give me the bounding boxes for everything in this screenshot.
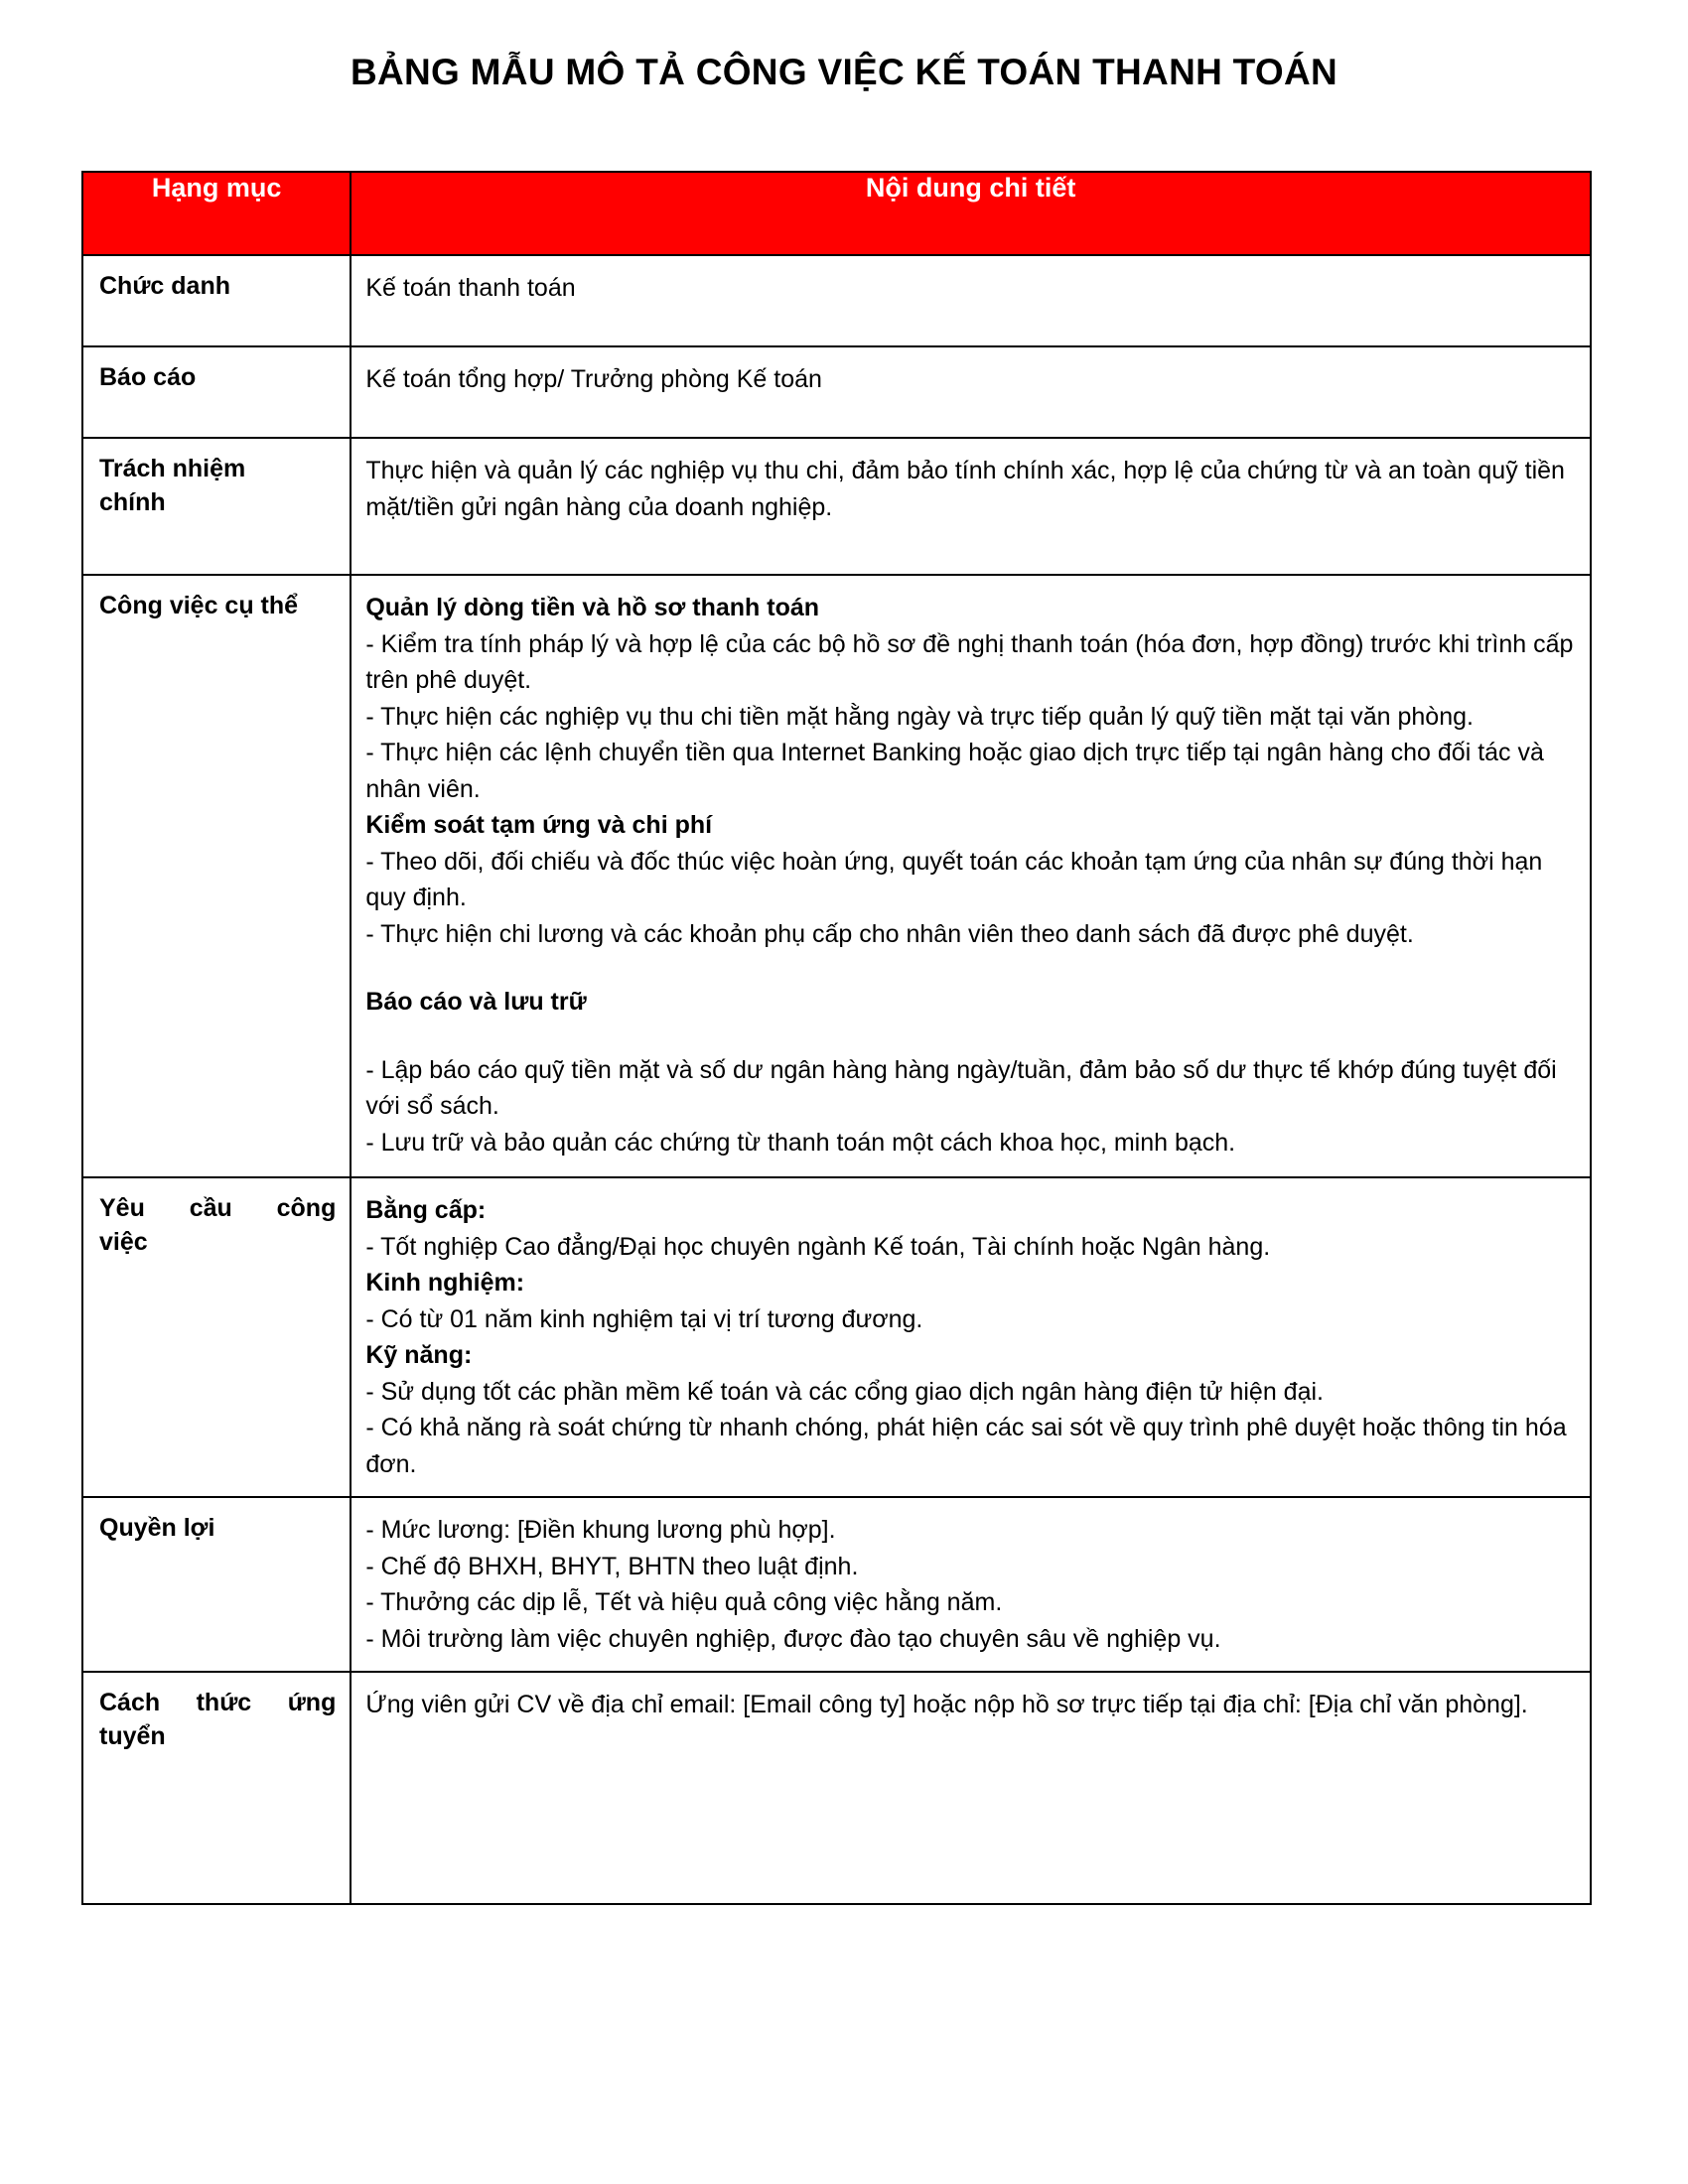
benefit-bullet-1: - Mức lương: [Điền khung lương phù hợp]. [365, 1516, 836, 1544]
row-content-reports-to: Kế toán tổng hợp/ Trưởng phòng Kế toán [351, 346, 1591, 438]
row-label-benefits: Quyền lợi [82, 1497, 351, 1672]
column-header-content: Nội dung chi tiết [351, 172, 1591, 255]
benefit-bullet-2: - Chế độ BHXH, BHYT, BHTN theo luật định. [365, 1552, 859, 1580]
benefit-bullet-4: - Môi trường làm việc chuyên nghiệp, được đào tạo chuyên sâu về nghiệp vụ. [365, 1624, 1221, 1653]
row-content-how-to-apply: Ứng viên gửi CV về địa chỉ email: [Email công ty] hoặc nộp hồ sơ trực tiếp tại địa chỉ: [Địa chỉ văn phòng]. [351, 1672, 1591, 1904]
row-content-job-title: Kế toán thanh toán [351, 255, 1591, 346]
table-header-row [82, 172, 1591, 255]
table-row-specific-tasks [82, 575, 1591, 1177]
req-heading-experience: Kinh nghiệm: [365, 1269, 525, 1297]
task-bullet-6: - Lập báo cáo quỹ tiền mặt và số dư ngân hàng hàng ngày/tuần, đảm bảo số dư thực tế khớp đúng tuyệt đối với sổ sách. [365, 1055, 1557, 1120]
row-content-benefits [351, 1497, 1591, 1672]
task-spacer-1 [365, 952, 1574, 984]
task-bullet-5: - Thực hiện chi lương và các khoản phụ cấp cho nhân viên theo danh sách đã được phê duyệt. [365, 919, 1414, 948]
row-label-line-1: Trách nhiệm [99, 455, 246, 482]
job-description-table [81, 171, 1592, 1905]
table-row-how-to-apply [82, 1672, 1591, 1904]
req-heading-degree: Bằng cấp: [365, 1196, 487, 1224]
table-header [82, 172, 1591, 255]
row-content-job-requirements [351, 1177, 1591, 1497]
table-row-main-responsibility [82, 438, 1591, 575]
req-heading-skills: Kỹ năng: [365, 1341, 473, 1369]
table-row-job-title [82, 255, 1591, 346]
row-label-line-1: Yêu cầu công [99, 1194, 337, 1222]
row-label-job-requirements [82, 1177, 351, 1497]
task-heading-cashflow: Quản lý dòng tiền và hồ sơ thanh toán [365, 594, 820, 621]
table-row-job-requirements [82, 1177, 1591, 1497]
row-label-line-1: Cách thức ứng [99, 1689, 337, 1716]
row-label-reports-to: Báo cáo [82, 346, 351, 438]
task-bullet-2: - Thực hiện các nghiệp vụ thu chi tiền mặt hằng ngày và trực tiếp quản lý quỹ tiền mặt tại văn phòng. [365, 702, 1474, 731]
req-bullet-skill-2: - Có khả năng rà soát chứng từ nhanh chóng, phát hiện các sai sót về quy trình phê duyệt hoặc thông tin hóa đơn. [365, 1414, 1567, 1478]
task-heading-advance-control: Kiểm soát tạm ứng và chi phí [365, 811, 713, 839]
req-bullet-degree: - Tốt nghiệp Cao đẳng/Đại học chuyên ngành Kế toán, Tài chính hoặc Ngân hàng. [365, 1232, 1271, 1261]
row-label-line-2: chính [99, 487, 166, 516]
row-label-line-2: tuyển [99, 1721, 166, 1750]
column-header-label: Hạng mục [82, 172, 351, 255]
row-label-main-responsibility [82, 438, 351, 575]
row-label-job-title: Chức danh [82, 255, 351, 346]
table-body [82, 255, 1591, 1904]
row-label-how-to-apply [82, 1672, 351, 1904]
page-title: BẢNG MẪU MÔ TẢ CÔNG VIỆC KẾ TOÁN THANH TOÁN [350, 52, 1338, 92]
table-row-benefits [82, 1497, 1591, 1672]
task-bullet-7: - Lưu trữ và bảo quản các chứng từ thanh toán một cách khoa học, minh bạch. [365, 1128, 1236, 1157]
task-bullet-3: - Thực hiện các lệnh chuyển tiền qua Internet Banking hoặc giao dịch trực tiếp tại ngân hàng cho đối tác và nhân viên. [365, 739, 1544, 803]
row-label-specific-tasks: Công việc cụ thể [82, 575, 351, 1177]
table-row-reports-to [82, 346, 1591, 438]
req-bullet-experience: - Có từ 01 năm kinh nghiệm tại vị trí tương đương. [365, 1304, 923, 1333]
row-content-main-responsibility: Thực hiện và quản lý các nghiệp vụ thu chi, đảm bảo tính chính xác, hợp lệ của chứng từ và an toàn quỹ tiền mặt/tiền gửi ngân hàng của doanh nghiệp. [351, 438, 1591, 575]
task-bullet-1: - Kiểm tra tính pháp lý và hợp lệ của các bộ hồ sơ đề nghị thanh toán (hóa đơn, hợp đồng) trước khi trình cấp trên phê duyệt. [365, 629, 1574, 694]
task-heading-reporting: Báo cáo và lưu trữ [365, 988, 587, 1016]
task-spacer-2 [365, 1021, 1574, 1052]
req-bullet-skill-1: - Sử dụng tốt các phần mềm kế toán và các cổng giao dịch ngân hàng điện tử hiện đại. [365, 1377, 1324, 1406]
task-bullet-4: - Theo dõi, đối chiếu và đốc thúc việc hoàn ứng, quyết toán các khoản tạm ứng của nhân sự đúng thời hạn quy định. [365, 847, 1543, 911]
row-label-line-2: việc [99, 1227, 148, 1256]
row-content-specific-tasks [351, 575, 1591, 1177]
benefit-bullet-3: - Thưởng các dịp lễ, Tết và hiệu quả công việc hằng năm. [365, 1588, 1003, 1616]
